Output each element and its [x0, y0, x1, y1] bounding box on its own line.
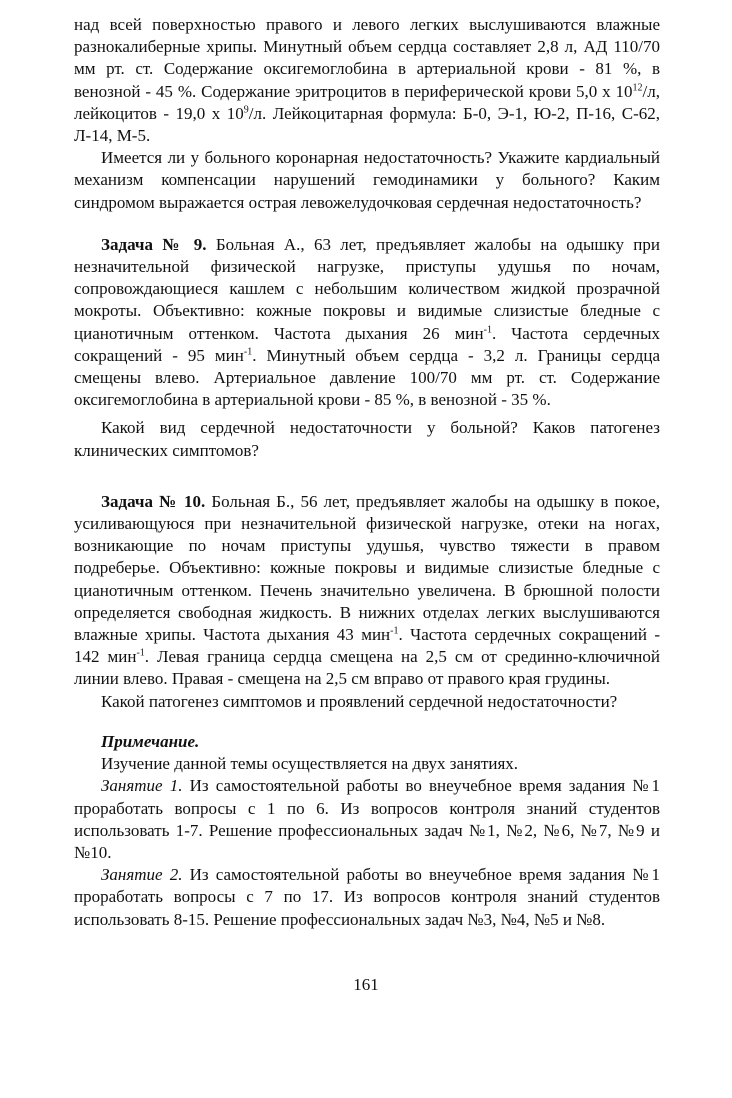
- intro-text-1: над всей поверхностью правого и левого легких выслушиваются влажные разнокалиберные хрипы. Минутный объем сердца составляет 2,8 л, АД 110/70 мм рт. ст. Содержание оксигемоглобина в артериальной крови - 81 %, в венозной - 45 %. Содержание эритроцитов в периферической крови 5,0 х 10: [74, 15, 660, 101]
- lesson-1-paragraph: [74, 775, 660, 864]
- lesson-2-label: Занятие 2.: [101, 865, 183, 885]
- task-9-title: Задача № 9.: [101, 234, 207, 254]
- note-text: Изучение данной темы осуществляется на двух занятиях.: [101, 754, 519, 774]
- task-10-text-3: . Левая граница сердца смещена на 2,5 см от срединно-ключичной линии влево. Правая - смещена на 2,5 см вправо от правого края грудины.: [74, 647, 660, 689]
- task-9-text-3: . Минутный объем сердца - 3,2 л. Границы сердца смещены влево. Артериальное давление 100/70 мм рт. ст. Содержание оксигемоглобина в артериальной крови - 85 %, в венозной - 35 %.: [74, 345, 660, 410]
- question-8: Имеется ли у больного коронарная недостаточность? Укажите кардиальный механизм компенсации нарушений гемодинамики у больного? Каким синдромом выражается острая левожелудочковая сердечная недостаточность?: [74, 148, 660, 212]
- page-number: 161: [353, 975, 379, 994]
- task-9-question: Какой вид сердечной недостаточности у больной? Каков патогенез клинических симптомов?: [74, 418, 660, 460]
- task-9-text-2: . Частота сердечных сокращений - 95 мин: [74, 323, 660, 365]
- task-10-question: Какой патогенез симптомов и проявлений сердечной недостаточности?: [101, 691, 618, 711]
- intro-paragraph: [74, 14, 660, 147]
- intro-sup-2: 9: [243, 104, 249, 116]
- note-title: Примечание.: [101, 731, 200, 751]
- lesson-2-text: Из самостоятельной работы во внеучебное время задания №1 проработать вопросы с 7 по 17. Из вопросов контроля знаний студентов использовать 8-15. Решение профессиональных задач №3, №4, №5 и №8.: [74, 865, 660, 929]
- task-10-sup-2: -1: [136, 647, 145, 659]
- task-9-text-1: Больная А., 63 лет, предъявляет жалобы на одышку при незначительной физической нагрузке, приступы удушья по ночам, сопровождающиеся кашлем с небольшим количеством жидкой прозрачной мокроты. Объективно: кожные покровы и видимые слизистые бледные с цианотичным оттенком. Частота дыхания 26 мин: [74, 234, 661, 343]
- intro-text-2: /л, лейкоцитов - 19,0 х 10: [74, 81, 660, 123]
- task-10-text-1: Больная Б., 56 лет, предъявляет жалобы на одышку в покое, усиливающуюся при незначительной физической нагрузке, отеки на ногах, возникающие по ночам приступы удушья, чувство тяжести в правом подреберье. Объективно: кожные покровы и видимые слизистые бледные с цианотичным оттенком. Печень значительно увеличена. В брюшной полости определяется свободная жидкость. В нижних отделах легких выслушиваются влажные хрипы. Частота дыхания 43 мин: [74, 491, 661, 645]
- task-9-sup-2: -1: [243, 346, 253, 358]
- task-10-title: Задача № 10.: [101, 491, 206, 511]
- task-10-sup-1: -1: [390, 625, 399, 637]
- task-10-text-2: . Частота сердечных сокращений - 142 мин: [74, 625, 660, 667]
- intro-text-3: /л. Лейкоцитарная формула: Б-0, Э-1, Ю-2, П-16, С-62, Л-14, М-5.: [74, 103, 660, 146]
- intro-sup-1: 12: [632, 81, 643, 93]
- task-9-sup-1: -1: [483, 323, 492, 335]
- task-10-paragraph: [74, 491, 660, 691]
- lesson-1-label: Занятие 1.: [101, 776, 183, 796]
- lesson-2-paragraph: [74, 864, 660, 931]
- task-9-paragraph: [74, 234, 660, 412]
- lesson-1-text: Из самостоятельной работы во внеучебное время задания №1 проработать вопросы с 1 по 6. Из вопросов контроля знаний студентов использовать 1-7. Решение профессиональных задач №1, №2, №6, №7, №9 и №10.: [74, 776, 660, 862]
